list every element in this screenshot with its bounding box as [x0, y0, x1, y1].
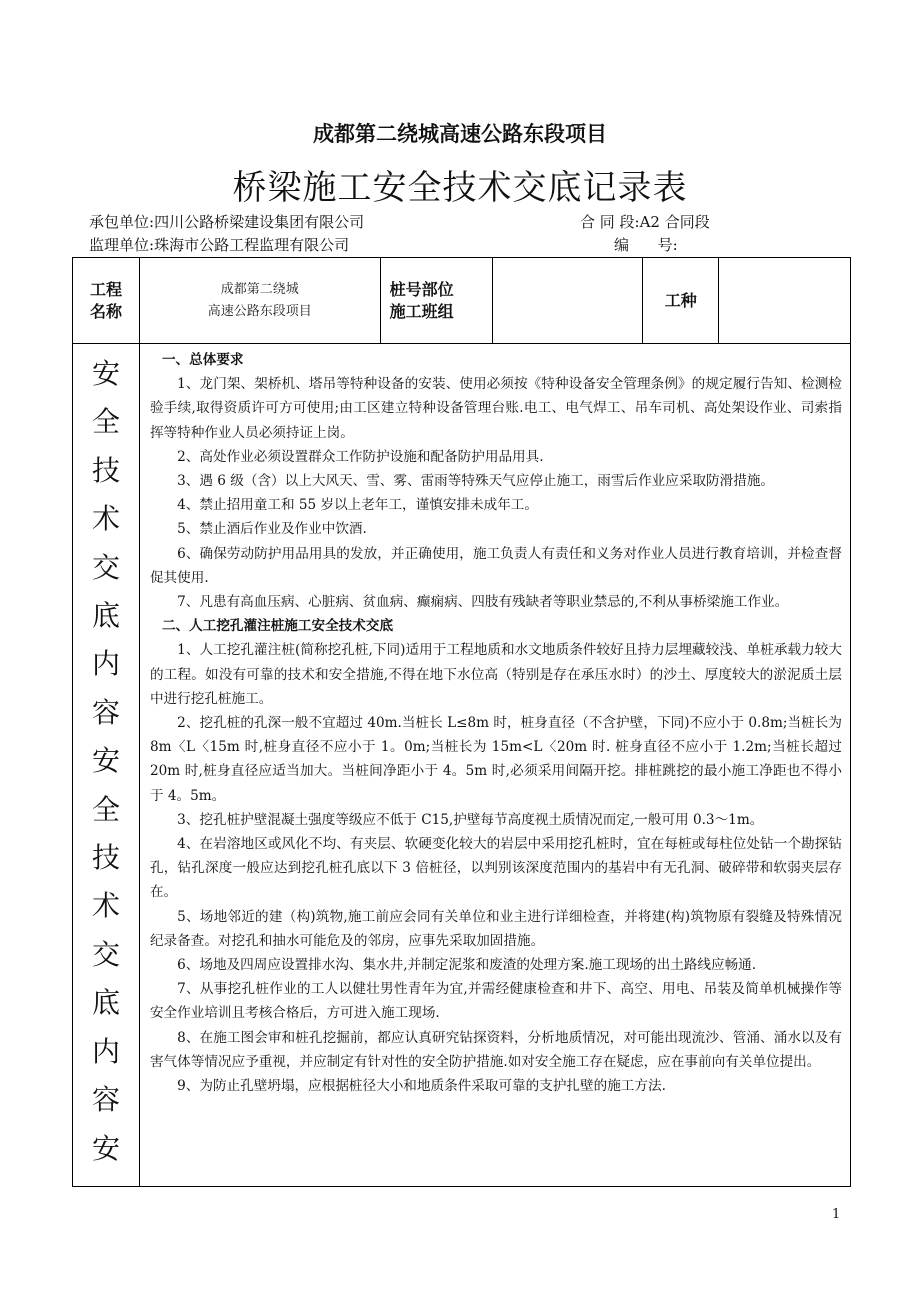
project-name-label-cell: [73, 258, 140, 344]
stake-label: 桩号部位: [389, 279, 454, 299]
paragraph: 6、场地及四周应设置排水沟、集水井,并制定泥浆和废渣的处理方案.施工现场的出土路线应畅通.: [177, 957, 757, 974]
paragraph: 1、龙门架、架桥机、塔吊等特种设备的安装、使用必须按《特种设备安全管理条例》的规定履行告知、检测检验手续,取得资质许可方可使用;由工区建立特种设备管理台账.电工、电气焊工、吊车司机、高处架设作业、司索指挥等特种作业人员必须持证上岗。: [149, 376, 842, 441]
paragraph: 6、确保劳动防护用品用具的发放，并正确使用，施工负责人有责任和义务对作业人员进行教育培训，并检查督促其使用.: [149, 545, 842, 586]
side-char: 容: [91, 1083, 120, 1117]
project-name-label: 工程名称: [89, 279, 122, 321]
paragraph: 4、在岩溶地区或风化不均、有夹层、软硬变化较大的岩层中采用挖孔桩时，宜在每桩或每柱位处钻一个勘探钻孔，钻孔深度一般应达到挖孔桩孔底以下 3 倍桩径，以判别该深度范围内的基岩中有无孔洞、破碎带和软弱夹层存在。: [149, 836, 842, 901]
side-char: 底: [91, 986, 120, 1020]
paragraph: 2、挖孔桩的孔深一般不宜超过 40m.当桩长 L≤8m 时，桩身直径（不含护壁，下同)不应小于 0.8m;当桩长为 8m〈L〈15m 时,桩身直径不应小于 1。0m;当桩长为 15m<L〈20m 时. 桩身直径不应小于 1.2m;当桩长超过 20m 时,桩身直径应适当加大。当桩间净距小于 4。5m 时,必须采用间隔开挖。排桩跳挖的最小施工净距也不得小于 4。5m。: [149, 715, 842, 804]
contract-section-label: 合 同 段:: [580, 213, 640, 231]
side-char: 安: [91, 357, 120, 390]
side-char: 交: [91, 937, 120, 971]
paragraph: 5、场地邻近的建（构)筑物,施工前应会同有关单位和业主进行详细检查，并将建(构)筑物原有裂缝及特殊情况纪录备查。对挖孔和抽水可能危及的邻房，应事先采取加固措施。: [149, 908, 842, 949]
paragraph: 2、高处作业必须设置群众工作防护设施和配备防护用品用具.: [177, 448, 544, 465]
stake-label-cell: [380, 258, 493, 344]
supervisor-value: 珠海市公路工程监理有限公司: [154, 236, 350, 254]
side-char: 容: [91, 695, 120, 729]
side-char: 全: [91, 792, 120, 826]
work-team-label: 施工班组: [389, 301, 454, 321]
project-name-value-line1: 成都第二绕城: [220, 281, 299, 297]
paragraph: 3、遇 6 级（含）以上大风天、雪、雾、雷雨等特殊天气应停止施工，雨雪后作业应采取防滑措施。: [177, 473, 775, 490]
contract-section-value: A2 合同段: [639, 213, 710, 231]
project-name-value-line2: 高速公路东段项目: [207, 303, 312, 319]
side-char: 技: [91, 453, 120, 487]
contractor-label: 承包单位:: [89, 213, 155, 231]
side-label: [73, 344, 140, 1187]
content-row: [73, 344, 851, 1187]
side-char: 安: [91, 1131, 120, 1165]
side-char: 术: [91, 502, 120, 536]
side-char: 安: [91, 744, 120, 778]
project-name-value-cell: [139, 258, 380, 344]
paragraph: 9、为防止孔壁坍塌，应根据桩径大小和地质条件采取可靠的支护扎壁的施工方法.: [177, 1078, 666, 1095]
paragraph: 7、从事挖孔桩作业的工人以健壮男性青年为宜,并需经健康检查和井下、高空、用电、吊装及简单机械操作等安全作业培训且考核合格后，方可进入施工现场.: [149, 981, 842, 1022]
paragraph: 5、禁止酒后作业及作业中饮酒.: [177, 521, 367, 538]
paragraph: 4、禁止招用童工和 55 岁以上老年工，谨慎安排未成年工。: [177, 497, 538, 514]
record-table: [72, 257, 851, 1187]
side-char: 内: [91, 647, 120, 681]
stake-value-cell: [493, 258, 643, 344]
number-label: 编 号:: [614, 236, 678, 254]
side-char: 交: [91, 550, 120, 584]
side-char: 全: [91, 405, 120, 439]
table-header-row: [73, 258, 851, 344]
paragraph: 8、在施工图会审和桩孔挖掘前，都应认真研究钻探资料，分析地质情况，对可能出现流沙、管涌、涌水以及有害气体等情况应予重视，并应制定有针对性的安全防护措施.如对安全施工存在疑虑，应在事前向有关单位提出。: [149, 1029, 842, 1070]
work-type-value-cell: [719, 258, 851, 344]
page-number: 1: [832, 1207, 841, 1222]
content-cell: [139, 344, 850, 1187]
paragraph: 7、凡患有高血压病、心脏病、贫血病、癫痫病、四肢有残缺者等职业禁忌的,不利从事桥梁施工作业。: [177, 594, 789, 611]
work-type-label: 工种: [643, 258, 719, 344]
paragraph: 1、人工挖孔灌注桩(简称挖孔桩,下同)适用于工程地质和水文地质条件较好且持力层埋藏较浅、单桩承载力较大的工程。如没有可靠的技术和安全措施,不得在地下水位高（特别是存在承压水时）的沙土、厚度较大的淤泥质土层中进行挖孔桩施工。: [149, 642, 842, 707]
paragraph: 3、挖孔桩护壁混凝土强度等级应不低于 C15,护壁每节高度视土质情况而定,一般可用 0.3～1m。: [177, 811, 764, 828]
form-title: 桥梁施工安全技术交底记录表: [232, 168, 688, 208]
side-char: 术: [91, 889, 120, 923]
side-char: 底: [91, 599, 120, 633]
supervisor-line: [89, 234, 349, 255]
contract-section-line: [580, 211, 710, 232]
project-title: 成都第二绕城高速公路东段项目: [313, 122, 607, 146]
supervisor-label: 监理单位:: [89, 236, 155, 254]
section-title: 二、人工挖孔灌注桩施工安全技术交底: [161, 618, 394, 635]
contractor-value: 四川公路桥梁建设集团有限公司: [154, 213, 365, 231]
side-char: 内: [91, 1034, 120, 1068]
contractor-line: [89, 211, 364, 232]
side-char: 技: [91, 841, 120, 875]
section-title: 一、总体要求: [161, 352, 244, 368]
